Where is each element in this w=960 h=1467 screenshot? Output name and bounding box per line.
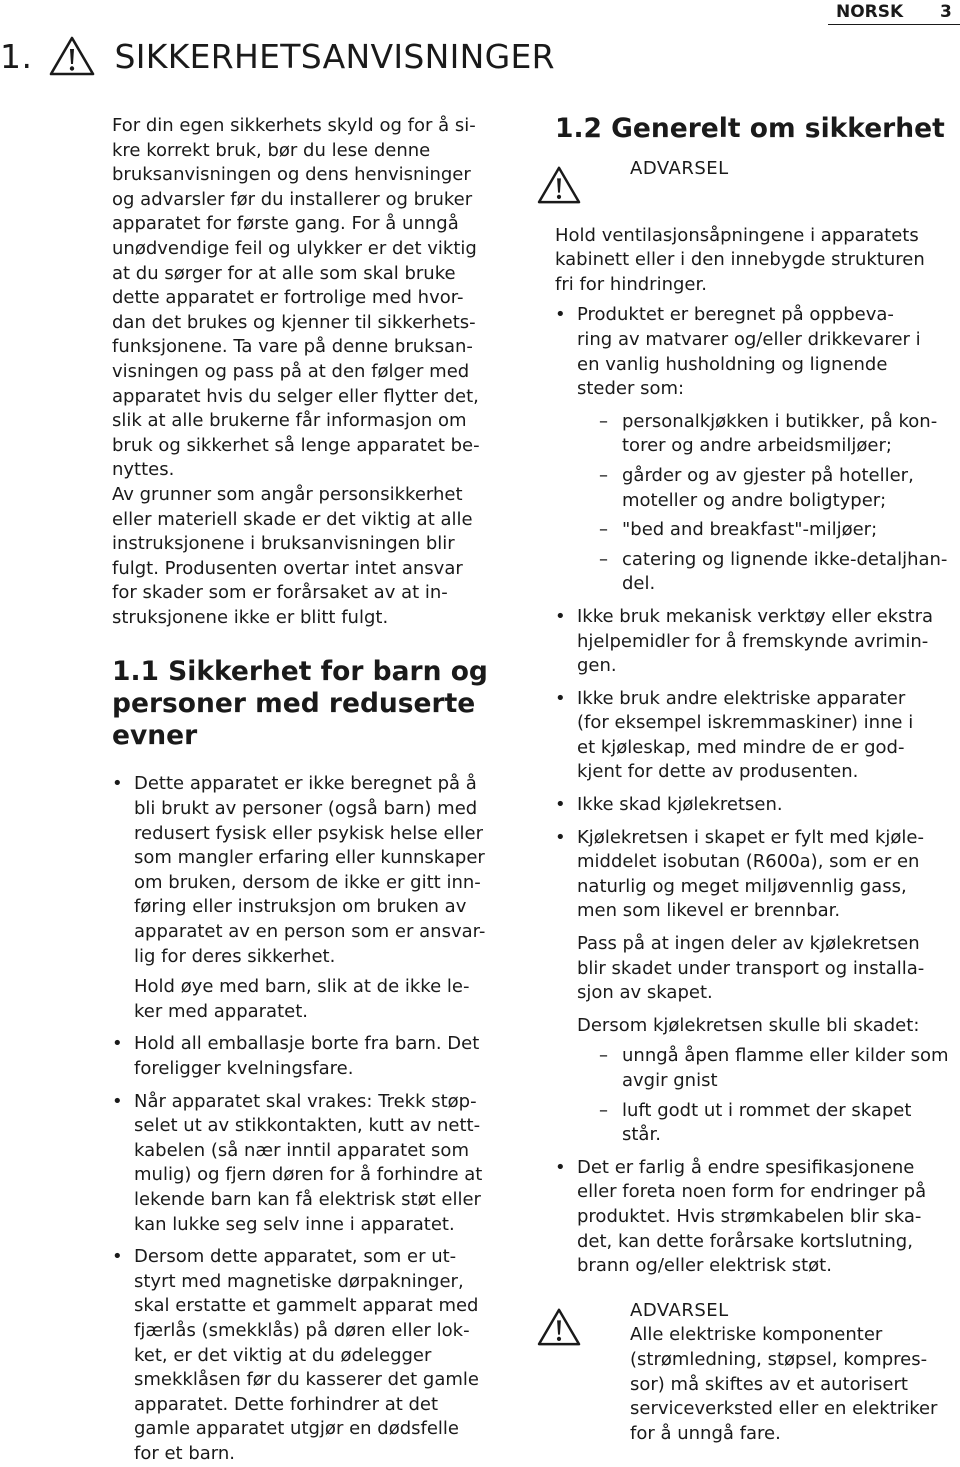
list-item-text: • Kjølekretsen i skapet er fylt med kjøle- middelet isobutan (R600a), som er en naturlig og meget miljøvennlig gass, men som likevel er brennbar. [577, 826, 924, 922]
list-item [555, 303, 960, 597]
section-title-text: SIKKERHETSANVISNINGER [114, 36, 555, 76]
list-item [112, 772, 524, 1024]
intro-paragraph-1: For din egen sikkerhets skyld og for å si- kre korrekt bruk, bør du lese denne bruksanvisningen og dens henvisninger og advarsler før du installerer og bruker apparatet for første gang. For å unngå unødvendige feil og ulykker er det viktig at du sørger for at alle som skal bruke dette apparatet er fortrolige med hvor- dan det brukes og kjenner til sikkerhets- funksjonene. Ta vare på denne bruksan- visningen og pass på at den følger med apparatet hvis du selger eller flytter det, slik at alle brukerne får informasjon om bruk og sikkerhet så lenge apparatet be- nyttes. [112, 115, 480, 481]
usage-sublist [577, 410, 960, 597]
left-column [112, 114, 524, 1467]
list-item-text: • Hold all emballasje borte fra barn. Det foreligger kvelningsfare. [134, 1033, 480, 1079]
list-item-text: • Ikke bruk mekanisk verktøy eller ekstra hjelpemidler for å fremskynde avrimin- gen. [577, 605, 934, 677]
section-title [0, 34, 555, 78]
damage-sublist [577, 1044, 960, 1147]
page-header [0, 0, 960, 24]
sublist-item-text: – unngå åpen flamme eller kilder som avgir gnist [622, 1045, 949, 1091]
list-item [555, 605, 960, 679]
warning-triangle-icon [537, 1307, 581, 1347]
list-item-text: • Dersom dette apparatet, som er ut- styrt med magnetiske dørpakninger, skal erstatte et gammelt apparat med fjærlås (smekklås) på døren eller lok- ket, er det viktig at du ødelegger smekklåsen før du kasserer det gamle apparatet. Dette forhindrer at det gamle apparatet utgjør en dødsfelle for et barn. [134, 1246, 479, 1464]
sublist-item [599, 548, 960, 597]
warning-label: ADVARSEL [630, 158, 729, 179]
heading-1-1: 1.1 Sikkerhet for barn og personer med reduserte evner [112, 656, 488, 752]
sublist-item-text: – gårder og av gjester på hoteller, moteller og andre boligtyper; [622, 464, 914, 511]
language-label: NORSK [836, 2, 904, 22]
warning-box-1 [555, 157, 960, 216]
list-item [112, 1090, 524, 1238]
list-item-text: • Ikke skad kjølekretsen. [577, 794, 783, 816]
list-item-text: Hold øye med barn, slik at de ikke le- ker med apparatet. [134, 976, 470, 1022]
section-number: 1. [0, 36, 33, 76]
list-item-text: • Produktet er beregnet på oppbeva- ring av matvarer og/eller drikkevarer i en vanlig husholdning og lignende steder som: [577, 304, 921, 400]
warning-text: Alle elektriske komponenter (strømledning, støpsel, kompres- sor) må skiftes av et autorisert serviceverksted eller en elektriker for å unngå fare. [630, 1324, 938, 1444]
general-safety-list [555, 303, 960, 1278]
list-item [555, 687, 960, 785]
list-item [555, 793, 960, 818]
list-item-text: Dersom kjølekretsen skulle bli skadet: [577, 1014, 920, 1036]
list-item [112, 1245, 524, 1466]
header-rule [828, 24, 960, 25]
list-item-text: • Det er farlig å endre spesifikasjonene eller foreta noen form for endringer på produktet. Hvis strømkabelen blir ska- det, kan dette forårsake kortslutning, brann og/eller elektrisk støt. [577, 1156, 927, 1277]
sublist-item-text: – "bed and breakfast"-miljøer; [622, 519, 878, 541]
sublist-item-text: – catering og lignende ikke-detaljhan- del. [622, 548, 948, 595]
intro-paragraph-2: Av grunner som angår personsikkerhet eller materiell skade er det viktig at alle instruksjonene i bruksanvisningen blir fulgt. Produsenten overtar intet ansvar for skader som er forårsaket av at in- struksjonene ikke er blitt fulgt. [112, 483, 473, 628]
right-column [555, 113, 960, 1446]
sublist-item [599, 464, 960, 513]
list-item [112, 1032, 524, 1081]
list-item-text: • Når apparatet skal vrakes: Trekk støp- selet ut av stikkontakten, kutt av nett- kabelen (så nær inntil apparatet som mulig) og fjern døren for å forhindre at lekende barn kan få elektrisk støt eller kan lukke seg selv inne i apparatet. [134, 1090, 483, 1235]
list-item [555, 826, 960, 1148]
sublist-item [599, 1044, 960, 1093]
sublist-item [599, 1099, 960, 1148]
list-item [555, 1156, 960, 1279]
sublist-item-text: – personalkjøkken i butikker, på kon- torer og andre arbeidsmiljøer; [622, 410, 938, 457]
sublist-item-text: – luft godt ut i rommet der skapet står. [622, 1099, 912, 1146]
warning-triangle-icon [49, 35, 95, 77]
sublist-item [599, 518, 960, 543]
children-safety-list [112, 772, 524, 1466]
list-item-text: • Ikke bruk andre elektriske apparater (for eksempel iskremmaskiner) inne i et kjøleskap, med mindre de er god- kjent for dette av produsenten. [577, 687, 914, 783]
warning-label: ADVARSEL [630, 1299, 729, 1321]
list-item-text: • Dette apparatet er ikke beregnet på å bli brukt av personer (også barn) med redusert fysisk eller psykisk helse eller som mangler erfaring eller kunnskaper om bruken, dersom de ikke er gitt inn- føring eller instruksjon om bruken av apparatet av en person som er ansvar- lig for deres sikkerhet. [134, 773, 486, 967]
sublist-item [599, 410, 960, 459]
list-item-text: Pass på at ingen deler av kjølekretsen blir skadet under transport og installa- sjon av skapet. [577, 933, 925, 1004]
warning-triangle-icon [537, 165, 581, 205]
warning-box-2 [555, 1299, 960, 1447]
heading-1-2: 1.2 Generelt om sikkerhet [555, 113, 945, 144]
ventilation-paragraph: Hold ventilasjonsåpningene i apparatets kabinett eller i den innebygde strukturen fri for hindringer. [555, 224, 925, 295]
page-number: 3 [940, 2, 952, 22]
